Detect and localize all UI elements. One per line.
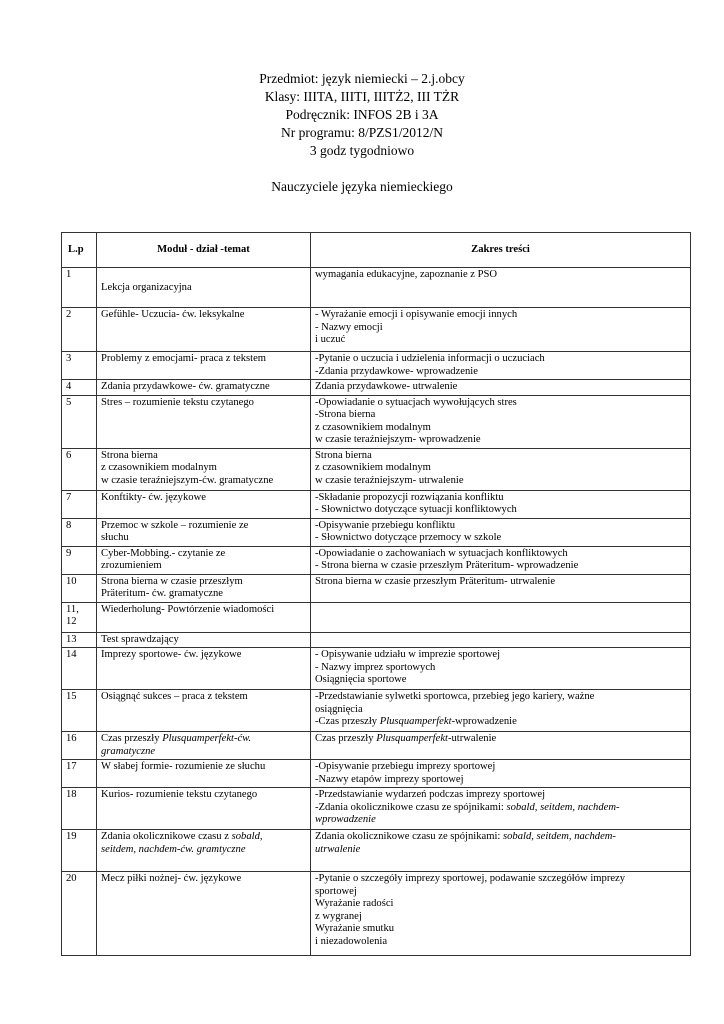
module-text: Problemy z emocjami- praca z tekstem: [101, 353, 267, 364]
row-number: [62, 632, 97, 648]
scope-cell: [311, 732, 691, 760]
scope-text-part: -Czas przeszły: [315, 716, 380, 727]
scope-text: w czasie teraźniejszym- utrwalenie: [315, 474, 464, 486]
scope-text: -Opowiadanie o zachowaniach w sytuacjach konfliktowych: [315, 547, 568, 559]
module-text: Kurios- rozumienie tekstu czytanego: [101, 789, 258, 800]
scope-text: z czasownikiem modalnym: [315, 462, 431, 473]
row-number-text: 11,: [66, 603, 79, 615]
table-row: [62, 268, 691, 308]
row-number-text: 12: [66, 616, 77, 627]
header-module: Moduł - dział -temat: [97, 233, 311, 268]
scope-text: [315, 831, 686, 844]
row-number-text: 5: [66, 396, 72, 408]
row-number: [62, 268, 97, 308]
row-number: [62, 602, 97, 632]
scope-cell: [311, 690, 691, 732]
row-number-text: 2: [66, 309, 72, 320]
scope-cell: [311, 490, 691, 518]
header-lp: L.p: [62, 233, 97, 268]
module-cell: [97, 448, 311, 490]
module-cell: [97, 732, 311, 760]
scope-cell: [311, 760, 691, 788]
table-row: [62, 574, 691, 602]
row-number: [62, 395, 97, 448]
scope-text: [315, 844, 686, 857]
row-number: [62, 448, 97, 490]
row-number: [62, 518, 97, 546]
module-text: słuchu: [101, 532, 129, 543]
scope-text-italic: Plusquamperfekt: [376, 733, 448, 744]
table-row: [62, 732, 691, 760]
scope-text: wymagania edukacyjne, zapoznanie z PSO: [315, 269, 498, 280]
scope-cell: [311, 632, 691, 648]
scope-text: sportowej: [315, 885, 357, 897]
row-number-text: 3: [66, 353, 72, 364]
module-text: Zdania przydawkowe- ćw. gramatyczne: [101, 381, 270, 392]
module-cell: [97, 546, 311, 574]
row-number: [62, 574, 97, 602]
row-number-text: 9: [66, 547, 72, 559]
scope-cell: [311, 518, 691, 546]
scope-text: Osiągnięcia sportowe: [315, 674, 407, 685]
scope-cell: [311, 308, 691, 352]
row-number: [62, 490, 97, 518]
scope-text: -Opisywanie przebiegu konfliktu: [315, 519, 456, 531]
scope-text-part: -wprowadzenie: [451, 716, 517, 727]
scope-text-italic: wprowadzenie: [315, 814, 376, 825]
scope-cell: [311, 448, 691, 490]
table-row: [62, 648, 691, 690]
module-text: Gefühle- Uczucia- ćw. leksykalne: [101, 309, 245, 320]
module-text: [101, 831, 306, 844]
module-text: [101, 844, 306, 857]
module-text-part: Czas przeszły: [101, 733, 163, 744]
classes-line: Klasy: IIITA, IIITI, IIITŻ2, III TŻR: [264, 89, 460, 104]
module-text: [101, 269, 306, 282]
row-number-text: 4: [66, 381, 72, 392]
row-number-text: 13: [66, 633, 77, 645]
scope-text: -Pytanie o uczucia i udzielenia informacji o uczuciach: [315, 353, 545, 364]
module-cell: [97, 830, 311, 872]
scope-cell: [311, 380, 691, 396]
scope-text: i uczuć: [315, 334, 346, 345]
table-row: [62, 308, 691, 352]
scope-text-part: -Zdania okolicznikowe czasu ze spójnikami:: [315, 801, 507, 813]
module-cell: [97, 760, 311, 788]
row-number: [62, 308, 97, 352]
row-number-text: 20: [66, 873, 77, 884]
scope-text: [315, 716, 686, 729]
module-cell: [97, 690, 311, 732]
table-row: [62, 632, 691, 648]
module-text: Imprezy sportowe- ćw. językowe: [101, 649, 242, 660]
module-cell: [97, 872, 311, 956]
scope-text: z czasownikiem modalnym: [315, 421, 431, 433]
scope-cell: [311, 268, 691, 308]
scope-cell: [311, 788, 691, 830]
module-cell: [97, 268, 311, 308]
module-cell: [97, 352, 311, 380]
scope-cell: [311, 872, 691, 956]
row-number: [62, 690, 97, 732]
module-text: Präteritum- ćw. gramatyczne: [101, 588, 223, 599]
table-row: [62, 448, 691, 490]
row-number: [62, 648, 97, 690]
module-text: Strona bierna w czasie przeszłym: [101, 575, 243, 587]
module-text-part: Zdania okolicznikowe czasu z: [101, 831, 232, 842]
scope-cell: [311, 602, 691, 632]
table-row: [62, 546, 691, 574]
scope-cell: [311, 830, 691, 872]
table-row: [62, 602, 691, 632]
row-number-text: 16: [66, 733, 77, 744]
row-number-text: 15: [66, 691, 77, 702]
row-number-text: 18: [66, 789, 77, 800]
scope-text: -Strona bierna: [315, 409, 376, 420]
module-text: Konftikty- ćw. językowe: [101, 491, 206, 503]
module-text: Przemoc w szkole – rozumienie ze: [101, 519, 249, 531]
module-cell: [97, 648, 311, 690]
table-row: [62, 380, 691, 396]
scope-text-italic: utrwalenie: [315, 843, 361, 855]
row-number: [62, 830, 97, 872]
table-row: [62, 352, 691, 380]
scope-text: - Opisywanie udziału w imprezie sportowej: [315, 649, 501, 660]
scope-text: Zdania przydawkowe- utrwalenie: [315, 381, 458, 392]
row-number: [62, 788, 97, 830]
scope-text: -Opisywanie przebiegu imprezy sportowej: [315, 761, 496, 772]
scope-text: - Nazwy imprez sportowych: [315, 661, 436, 673]
scope-text: - Wyrażanie emocji i opisywanie emocji innych: [315, 309, 518, 320]
scope-text: w czasie teraźniejszym- wprowadzenie: [315, 434, 481, 445]
module-text: Osiągnąć sukces – praca z tekstem: [101, 691, 248, 702]
teachers-line: Nauczyciele języka niemieckiego: [271, 179, 453, 194]
row-number-text: 6: [66, 449, 72, 461]
scope-cell: [311, 352, 691, 380]
table-row: [62, 518, 691, 546]
module-text: zrozumieniem: [101, 560, 162, 571]
scope-text: -Przedstawianie sylwetki sportowca, przebieg jego kariery, ważne: [315, 691, 595, 702]
module-cell: [97, 380, 311, 396]
module-cell: [97, 308, 311, 352]
table-body: [62, 268, 691, 956]
row-number-text: 8: [66, 519, 72, 531]
table-row: [62, 760, 691, 788]
hours-line: 3 godz tygodniowo: [309, 143, 415, 158]
scope-text: -Przedstawianie wydarzeń podczas imprezy sportowej: [315, 789, 546, 800]
row-number-text: 14: [66, 649, 77, 660]
module-text: Cyber-Mobbing.- czytanie ze: [101, 547, 226, 559]
scope-text: z wygranej: [315, 910, 362, 922]
textbook-line: Podręcznik: INFOS 2B i 3A: [285, 107, 439, 122]
row-number: [62, 352, 97, 380]
row-number: [62, 732, 97, 760]
scope-text: - Słownictwo dotyczące przemocy w szkole: [315, 532, 502, 543]
scope-text-part: -utrwalenie: [447, 733, 497, 744]
module-cell: [97, 574, 311, 602]
scope-text-italic: sobald, seitdem, nachdem-: [506, 801, 620, 813]
row-number-text: 17: [66, 761, 77, 772]
table-row: [62, 830, 691, 872]
scope-text-italic: sobald, seitdem, nachdem-: [502, 831, 616, 842]
row-number-text: 10: [66, 575, 77, 587]
module-cell: [97, 632, 311, 648]
module-text: z czasownikiem modalnym: [101, 462, 217, 473]
table-row: [62, 788, 691, 830]
row-number: [62, 546, 97, 574]
scope-text: osiągnięcia: [315, 703, 363, 715]
table-row: [62, 395, 691, 448]
document-header: [0, 70, 724, 196]
table-row: [62, 690, 691, 732]
table-row: [62, 872, 691, 956]
scope-text-part: Zdania okolicznikowe czasu ze spójnikami:: [315, 831, 503, 842]
scope-text: Wyrażanie radości: [315, 898, 394, 909]
module-text-italic: Plusquamperfekt-ćw.: [162, 733, 252, 744]
module-text: Stres – rozumienie tekstu czytanego: [101, 396, 254, 408]
module-text: W słabej formie- rozumienie ze słuchu: [101, 761, 266, 772]
scope-text: - Słownictwo dotyczące sytuacji konfliktowych: [315, 504, 517, 515]
scope-cell: [311, 574, 691, 602]
module-text-italic: sobald,: [231, 831, 263, 842]
row-number: [62, 872, 97, 956]
scope-cell: [311, 648, 691, 690]
module-text: [101, 746, 306, 759]
scope-text: -Opowiadanie o sytuacjach wywołujących stres: [315, 396, 517, 408]
module-text: Mecz piłki nożnej- ćw. językowe: [101, 873, 242, 884]
module-text-italic: seitdem, nachdem-ćw. gramtyczne: [101, 843, 246, 855]
row-number-text: 19: [66, 831, 77, 842]
module-cell: [97, 602, 311, 632]
program-line: Nr programu: 8/PZS1/2012/N: [281, 125, 443, 140]
module-text: [101, 733, 306, 746]
table-row: [62, 490, 691, 518]
module-cell: [97, 788, 311, 830]
module-text: w czasie teraźniejszym-ćw. gramatyczne: [101, 474, 274, 486]
row-number: [62, 760, 97, 788]
scope-cell: [311, 546, 691, 574]
scope-text: i niezadowolenia: [315, 935, 388, 947]
scope-text: Strona bierna w czasie przeszłym Präteritum- utrwalenie: [315, 575, 556, 587]
scope-text: [315, 733, 686, 746]
scope-text: Wyrażanie smutku: [315, 923, 395, 934]
scope-text-italic: Plusquamperfekt: [379, 716, 452, 727]
row-number-text: 7: [66, 491, 72, 503]
scope-text: [315, 802, 686, 815]
module-text: Test sprawdzający: [101, 633, 179, 645]
scope-text: - Nazwy emocji: [315, 321, 383, 333]
scope-text: -Składanie propozycji rozwiązania konfliktu: [315, 491, 504, 503]
module-cell: [97, 490, 311, 518]
module-text-italic: gramatyczne: [101, 745, 156, 757]
module-cell: [97, 518, 311, 546]
scope-cell: [311, 395, 691, 448]
scope-text: -Zdania przydawkowe- wprowadzenie: [315, 365, 478, 377]
header-scope: Zakres treści: [311, 233, 691, 268]
scope-text-part: Czas przeszły: [315, 733, 377, 744]
table-header-row: [62, 233, 691, 268]
subject-line: Przedmiot: język niemiecki – 2.j.obcy: [259, 71, 465, 86]
scope-text: Strona bierna: [315, 449, 372, 461]
module-text: Lekcja organizacyjna: [101, 281, 192, 293]
scope-text: -Pytanie o szczegóły imprezy sportowej, podawanie szczegółów imprezy: [315, 873, 626, 884]
curriculum-table: [61, 232, 691, 956]
scope-text: -Nazwy etapów imprezy sportowej: [315, 773, 464, 785]
scope-text: [315, 814, 686, 827]
module-cell: [97, 395, 311, 448]
module-text: Strona bierna: [101, 449, 158, 461]
scope-text: - Strona bierna w czasie przeszłym Präteritum- wprowadzenie: [315, 560, 579, 571]
row-number: [62, 380, 97, 396]
module-text: Wiederholung- Powtórzenie wiadomości: [101, 603, 275, 615]
row-number-text: 1: [66, 269, 72, 280]
